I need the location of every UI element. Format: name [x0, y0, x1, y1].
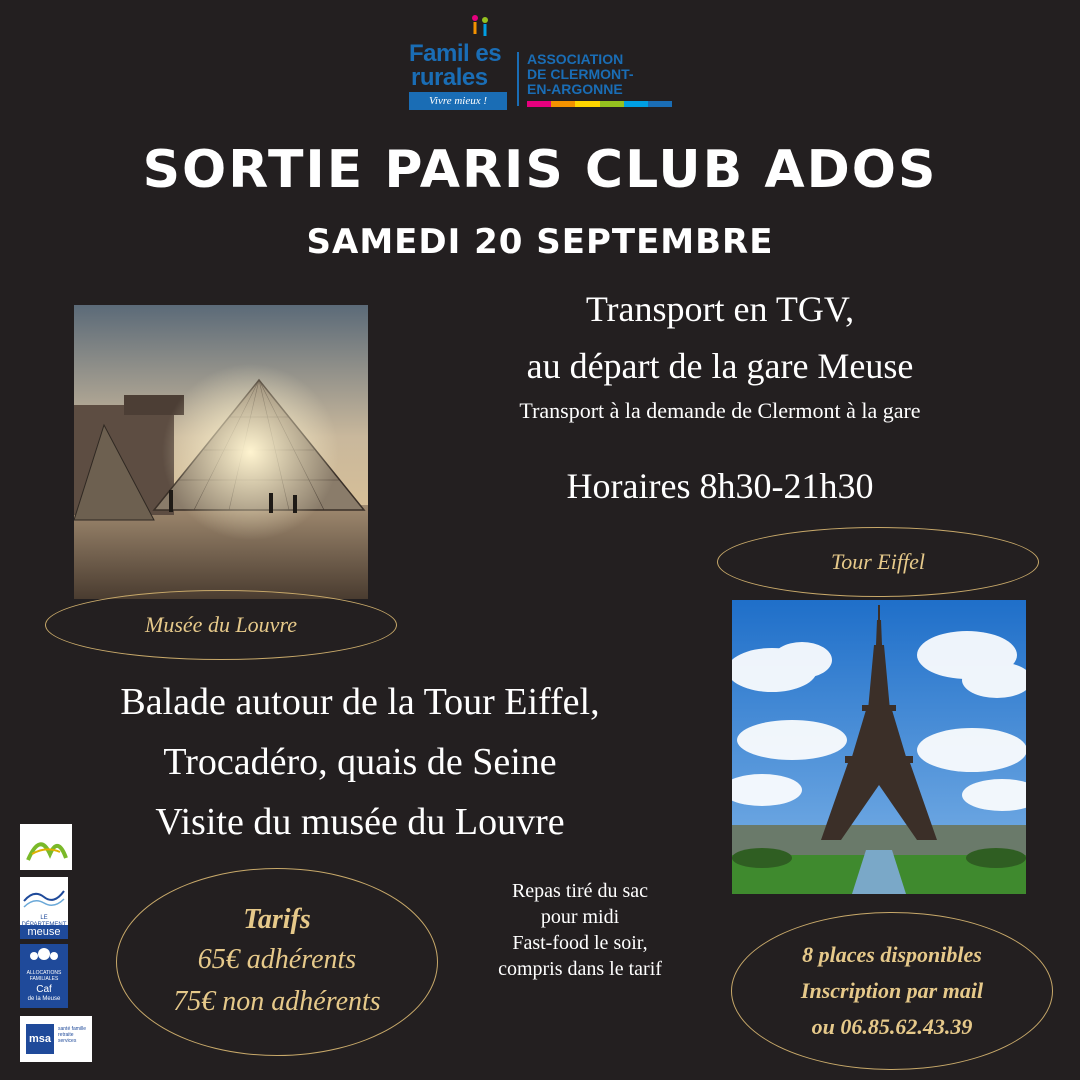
page-title: SORTIE PARIS CLUB ADOS [142, 140, 938, 200]
msa-label: msa [26, 1024, 54, 1054]
partner-caf-logo [20, 944, 68, 1008]
meals-line-4: compris dans le tarif [498, 958, 662, 980]
eiffel-caption [717, 527, 1039, 597]
tarifs-title: Tarifs [243, 904, 311, 935]
logo-color-stripe [527, 101, 672, 107]
louvre-caption [45, 590, 397, 660]
meals-line-2: pour midi [540, 906, 620, 928]
assoc-line-2: DE CLERMONT- [527, 66, 634, 82]
registration-box [731, 912, 1053, 1070]
schedule-text: Horaires 8h30-21h30 [566, 466, 874, 506]
logo-line-2: rurales [411, 64, 488, 91]
assoc-line-1: ASSOCIATION [527, 51, 624, 67]
logo-separator [517, 52, 519, 106]
logo-association-name [527, 52, 634, 97]
eiffel-caption-text: Tour Eiffel [831, 549, 925, 574]
caf-people-icon [20, 944, 68, 970]
partner-msa-logo [20, 1016, 92, 1062]
am-logo-icon [20, 824, 72, 870]
partner-meuse-logo [20, 877, 68, 939]
transport-line-2: au départ de la gare Meuse [526, 346, 914, 386]
louvre-caption-text: Musée du Louvre [145, 612, 297, 637]
registration-email: Inscription par mail [800, 978, 984, 1003]
louvre-pyramid-illustration [74, 305, 368, 599]
tarif-members: 65€ adhérents [197, 944, 357, 975]
meuse-dept-text: LE [40, 915, 48, 921]
caf-name: Caf [36, 984, 52, 995]
meuse-wave-icon [20, 877, 68, 913]
familles-rurales-logo [405, 14, 675, 114]
meals-info [440, 878, 720, 982]
eiffel-tower-photo [732, 600, 1026, 894]
eiffel-tower-illustration [732, 600, 1026, 894]
activity-line-2: Trocadéro, quais de Seine [163, 741, 557, 783]
tarifs-box [116, 868, 438, 1056]
caf-label: ALLOCATIONS FAMILIALES [26, 970, 62, 982]
registration-phone: ou 06.85.62.43.39 [811, 1014, 973, 1039]
tarif-non-members: 75€ non adhérents [173, 986, 381, 1017]
meuse-label: meuse [20, 925, 68, 939]
meals-line-1: Repas tiré du sac [511, 880, 649, 902]
transport-line-1: Transport en TGV, [585, 289, 855, 329]
meals-line-3: Fast-food le soir, [512, 932, 648, 954]
places-available: 8 places disponibles [802, 942, 982, 967]
partner-am-logo [20, 824, 72, 870]
logo-line-1: Famil es [409, 40, 502, 67]
assoc-line-3: EN-ARGONNE [527, 81, 623, 97]
activity-line-1: Balade autour de la Tour Eiffel, [120, 681, 600, 723]
logo-tagline: Vivre mieux ! [409, 92, 507, 110]
event-date: SAMEDI 20 SEPTEMBRE [306, 222, 774, 262]
louvre-photo [74, 305, 368, 599]
caf-region: de la Meuse [27, 996, 61, 1002]
transport-line-3: Transport à la demande de Clermont à la gare [519, 398, 921, 423]
activity-line-3: Visite du musée du Louvre [155, 801, 565, 843]
msa-tagline: santé famille retraite services [58, 1026, 87, 1044]
